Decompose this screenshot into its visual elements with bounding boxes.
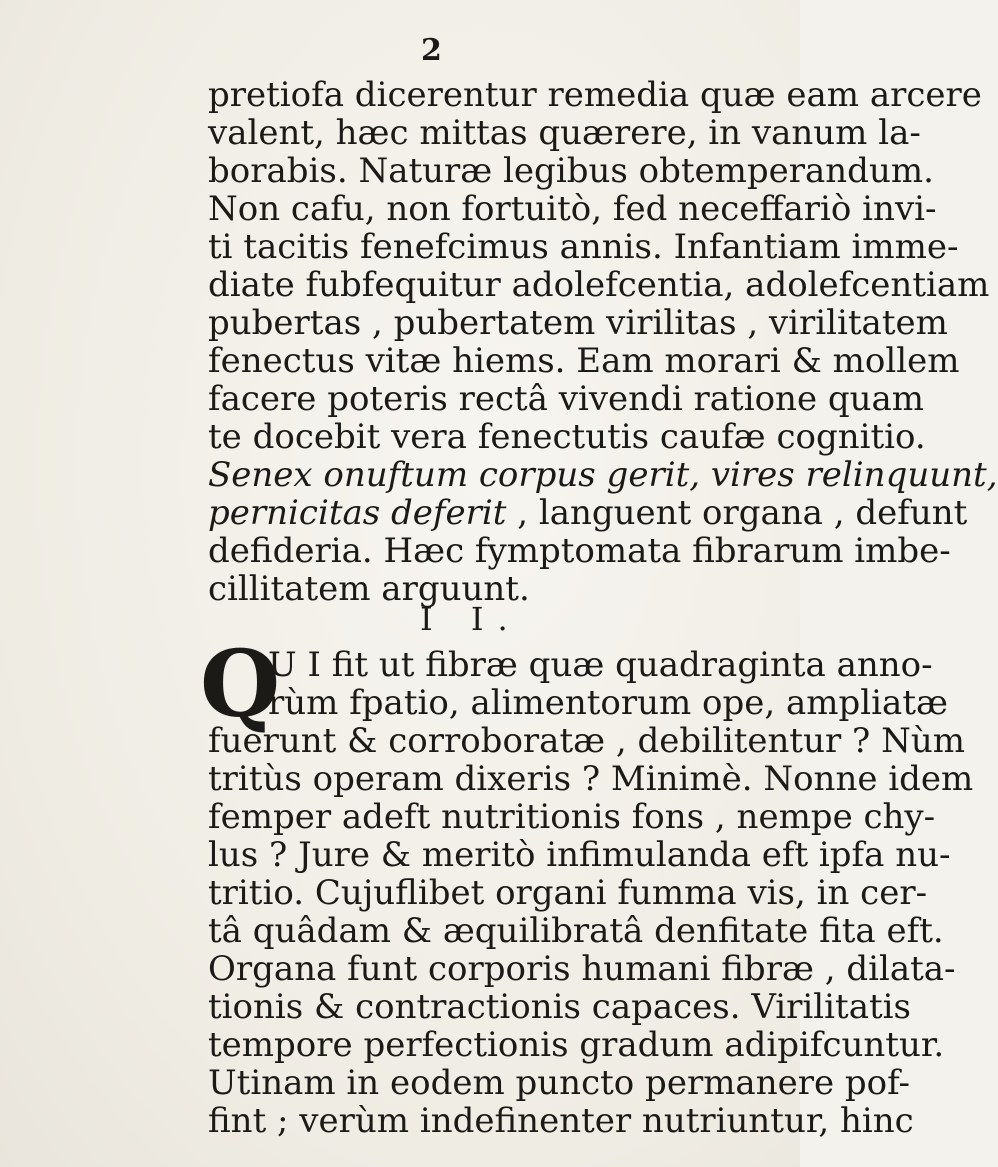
text-line: tritio. Cujuflibet organi fumma vis, in cer- <box>208 873 928 913</box>
text-line: femper adeft nutritionis fons , nempe chy- <box>208 797 936 837</box>
quote-line: Senex onuftum corpus gerit, vires relinquunt, <box>208 455 998 495</box>
text-line: tâ quâdam & æquilibratâ denfitate fita eft. <box>208 911 944 951</box>
text-line: te docebit vera fenectutis caufæ cognitio. <box>208 417 926 457</box>
text-line: rùm fpatio, alimentorum ope, ampliatæ <box>268 683 948 723</box>
text-line: Non cafu, non fortuitò, fed neceffariò invi- <box>208 189 937 229</box>
drop-cap: Q <box>200 630 281 738</box>
text-line: fenectus vitæ hiems. Eam morari & mollem <box>208 341 960 381</box>
text-line: diate fubfequitur adolefcentia, adolefcentiam <box>208 265 990 305</box>
text-line: ti tacitis fenefcimus annis. Infantiam imme- <box>208 227 959 267</box>
text-line: Organa funt corporis humani fibræ , dilata- <box>208 949 956 989</box>
text-line: U I fit ut fibræ quæ quadraginta anno- <box>268 645 933 685</box>
text-line: tempore perfectionis gradum adipifcuntur. <box>208 1025 945 1065</box>
text-line: valent, hæc mittas quærere, in vanum la- <box>208 113 921 153</box>
page-number: 2 <box>421 33 442 68</box>
text-line: pubertas , pubertatem virilitas , virilitatem <box>208 303 948 343</box>
section-heading: I I. <box>420 600 522 638</box>
text-line: cillitatem arguunt. <box>208 569 530 609</box>
quote-rest: , languent organa , defunt <box>506 493 968 533</box>
text-line: fuerunt & corroboratæ , debilitentur ? Nùm <box>208 721 965 761</box>
text-line: Utinam in eodem puncto permanere pof- <box>208 1063 910 1103</box>
quote-italic: pernicitas deferit <box>208 493 507 533</box>
text-line: facere poteris rectâ vivendi ratione quam <box>208 379 925 419</box>
text-line: lus ? Jure & meritò infimulanda eft ipfa nu- <box>208 835 951 875</box>
text-line: pretiofa dicerentur remedia quæ eam arcere <box>208 75 982 115</box>
text-line: defideria. Hæc fymptomata fibrarum imbe- <box>208 531 951 571</box>
text-line: borabis. Naturæ legibus obtemperandum. <box>208 151 934 191</box>
text-line: tritùs operam dixeris ? Minimè. Nonne idem <box>208 759 974 799</box>
text-line: tionis & contractionis capaces. Virilitatis <box>208 987 911 1027</box>
quote-line <box>208 493 968 533</box>
text-line: fint ; verùm indefinenter nutriuntur, hinc <box>208 1101 914 1141</box>
